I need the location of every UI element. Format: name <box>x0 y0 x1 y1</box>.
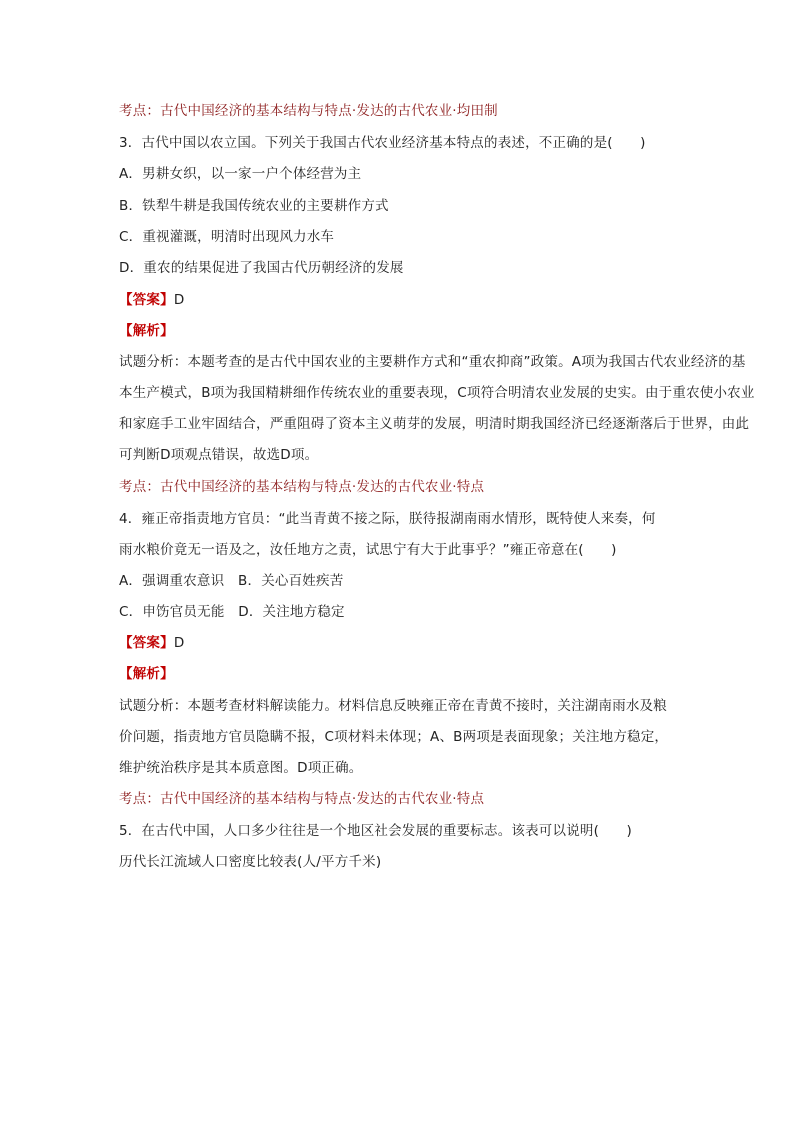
question-4-answer <box>119 633 184 653</box>
question-3-analysis-line: 和家庭手工业牢固结合，严重阻碍了资本主义萌芽的发展，明清时期我国经济已经逐渐落后于世界，由此 <box>119 416 750 432</box>
kaodian-line-junhetianzhi: 考点：古代中国经济的基本结构与特点·发达的古代农业·均田制 <box>119 103 498 119</box>
question-4-stem-line: 雨水粮价竟无一语及之，汝任地方之责，试思宁有大于此事乎？”雍正帝意在( ) <box>119 542 617 558</box>
answer-value: D <box>173 292 185 308</box>
question-3-analysis-line: 试题分析：本题考查的是古代中国农业的主要耕作方式和“重农抑商”政策。A项为我国古代农业经济的基 <box>119 354 746 370</box>
question-3-option-d: D．重农的结果促进了我国古代历朝经济的发展 <box>119 260 404 276</box>
question-3-option-b: B．铁犁牛耕是我国传统农业的主要耕作方式 <box>119 198 389 214</box>
question-3-analysis-line: 本生产模式，B项为我国精耕细作传统农业的重要表现，C项符合明清农业发展的史实。由于重农使小农业 <box>119 385 755 401</box>
question-3-option-c: C．重视灌溉，明清时出现风力水车 <box>119 229 335 245</box>
answer-label: 【答案】 <box>119 292 174 308</box>
question-4-analysis-line: 价问题，指责地方官员隐瞒不报，C项材料未体现；A、B两项是表面现象；关注地方稳定， <box>119 729 669 745</box>
answer-value: D <box>173 635 185 651</box>
question-3-analysis-line: 可判断D项观点错误，故选D项。 <box>119 447 319 463</box>
question-3-stem: 3．古代中国以农立国。下列关于我国古代农业经济基本特点的表述，不正确的是( ) <box>119 135 646 151</box>
question-3-analysis-label <box>119 321 174 341</box>
analysis-label: 【解析】 <box>119 666 174 682</box>
question-4-options-line: C．申饬官员无能 D．关注地方稳定 <box>119 604 345 620</box>
question-5-table-title: 历代长江流域人口密度比较表(人/平方千米) <box>119 854 382 870</box>
question-4-analysis-line: 维护统治秩序是其本质意图。D项正确。 <box>119 760 363 776</box>
question-5-stem: 5．在古代中国，人口多少往往是一个地区社会发展的重要标志。该表可以说明( ) <box>119 823 632 839</box>
analysis-label: 【解析】 <box>119 323 174 339</box>
question-4-stem-line: 4．雍正帝指责地方官员：“此当青黄不接之际，朕待报湖南雨水情形，既特使人来奏，何 <box>119 511 656 527</box>
question-3-answer <box>119 290 184 310</box>
question-4-analysis-label <box>119 664 174 684</box>
question-3-kaodian: 考点：古代中国经济的基本结构与特点·发达的古代农业·特点 <box>119 479 485 495</box>
question-4-analysis-line: 试题分析：本题考查材料解读能力。材料信息反映雍正帝在青黄不接时，关注湖南雨水及粮 <box>119 698 667 714</box>
answer-label: 【答案】 <box>119 635 174 651</box>
question-4-kaodian: 考点：古代中国经济的基本结构与特点·发达的古代农业·特点 <box>119 791 485 807</box>
question-4-options-line: A．强调重农意识 B．关心百姓疾苦 <box>119 573 344 589</box>
question-3-option-a: A．男耕女织，以一家一户个体经营为主 <box>119 166 362 182</box>
